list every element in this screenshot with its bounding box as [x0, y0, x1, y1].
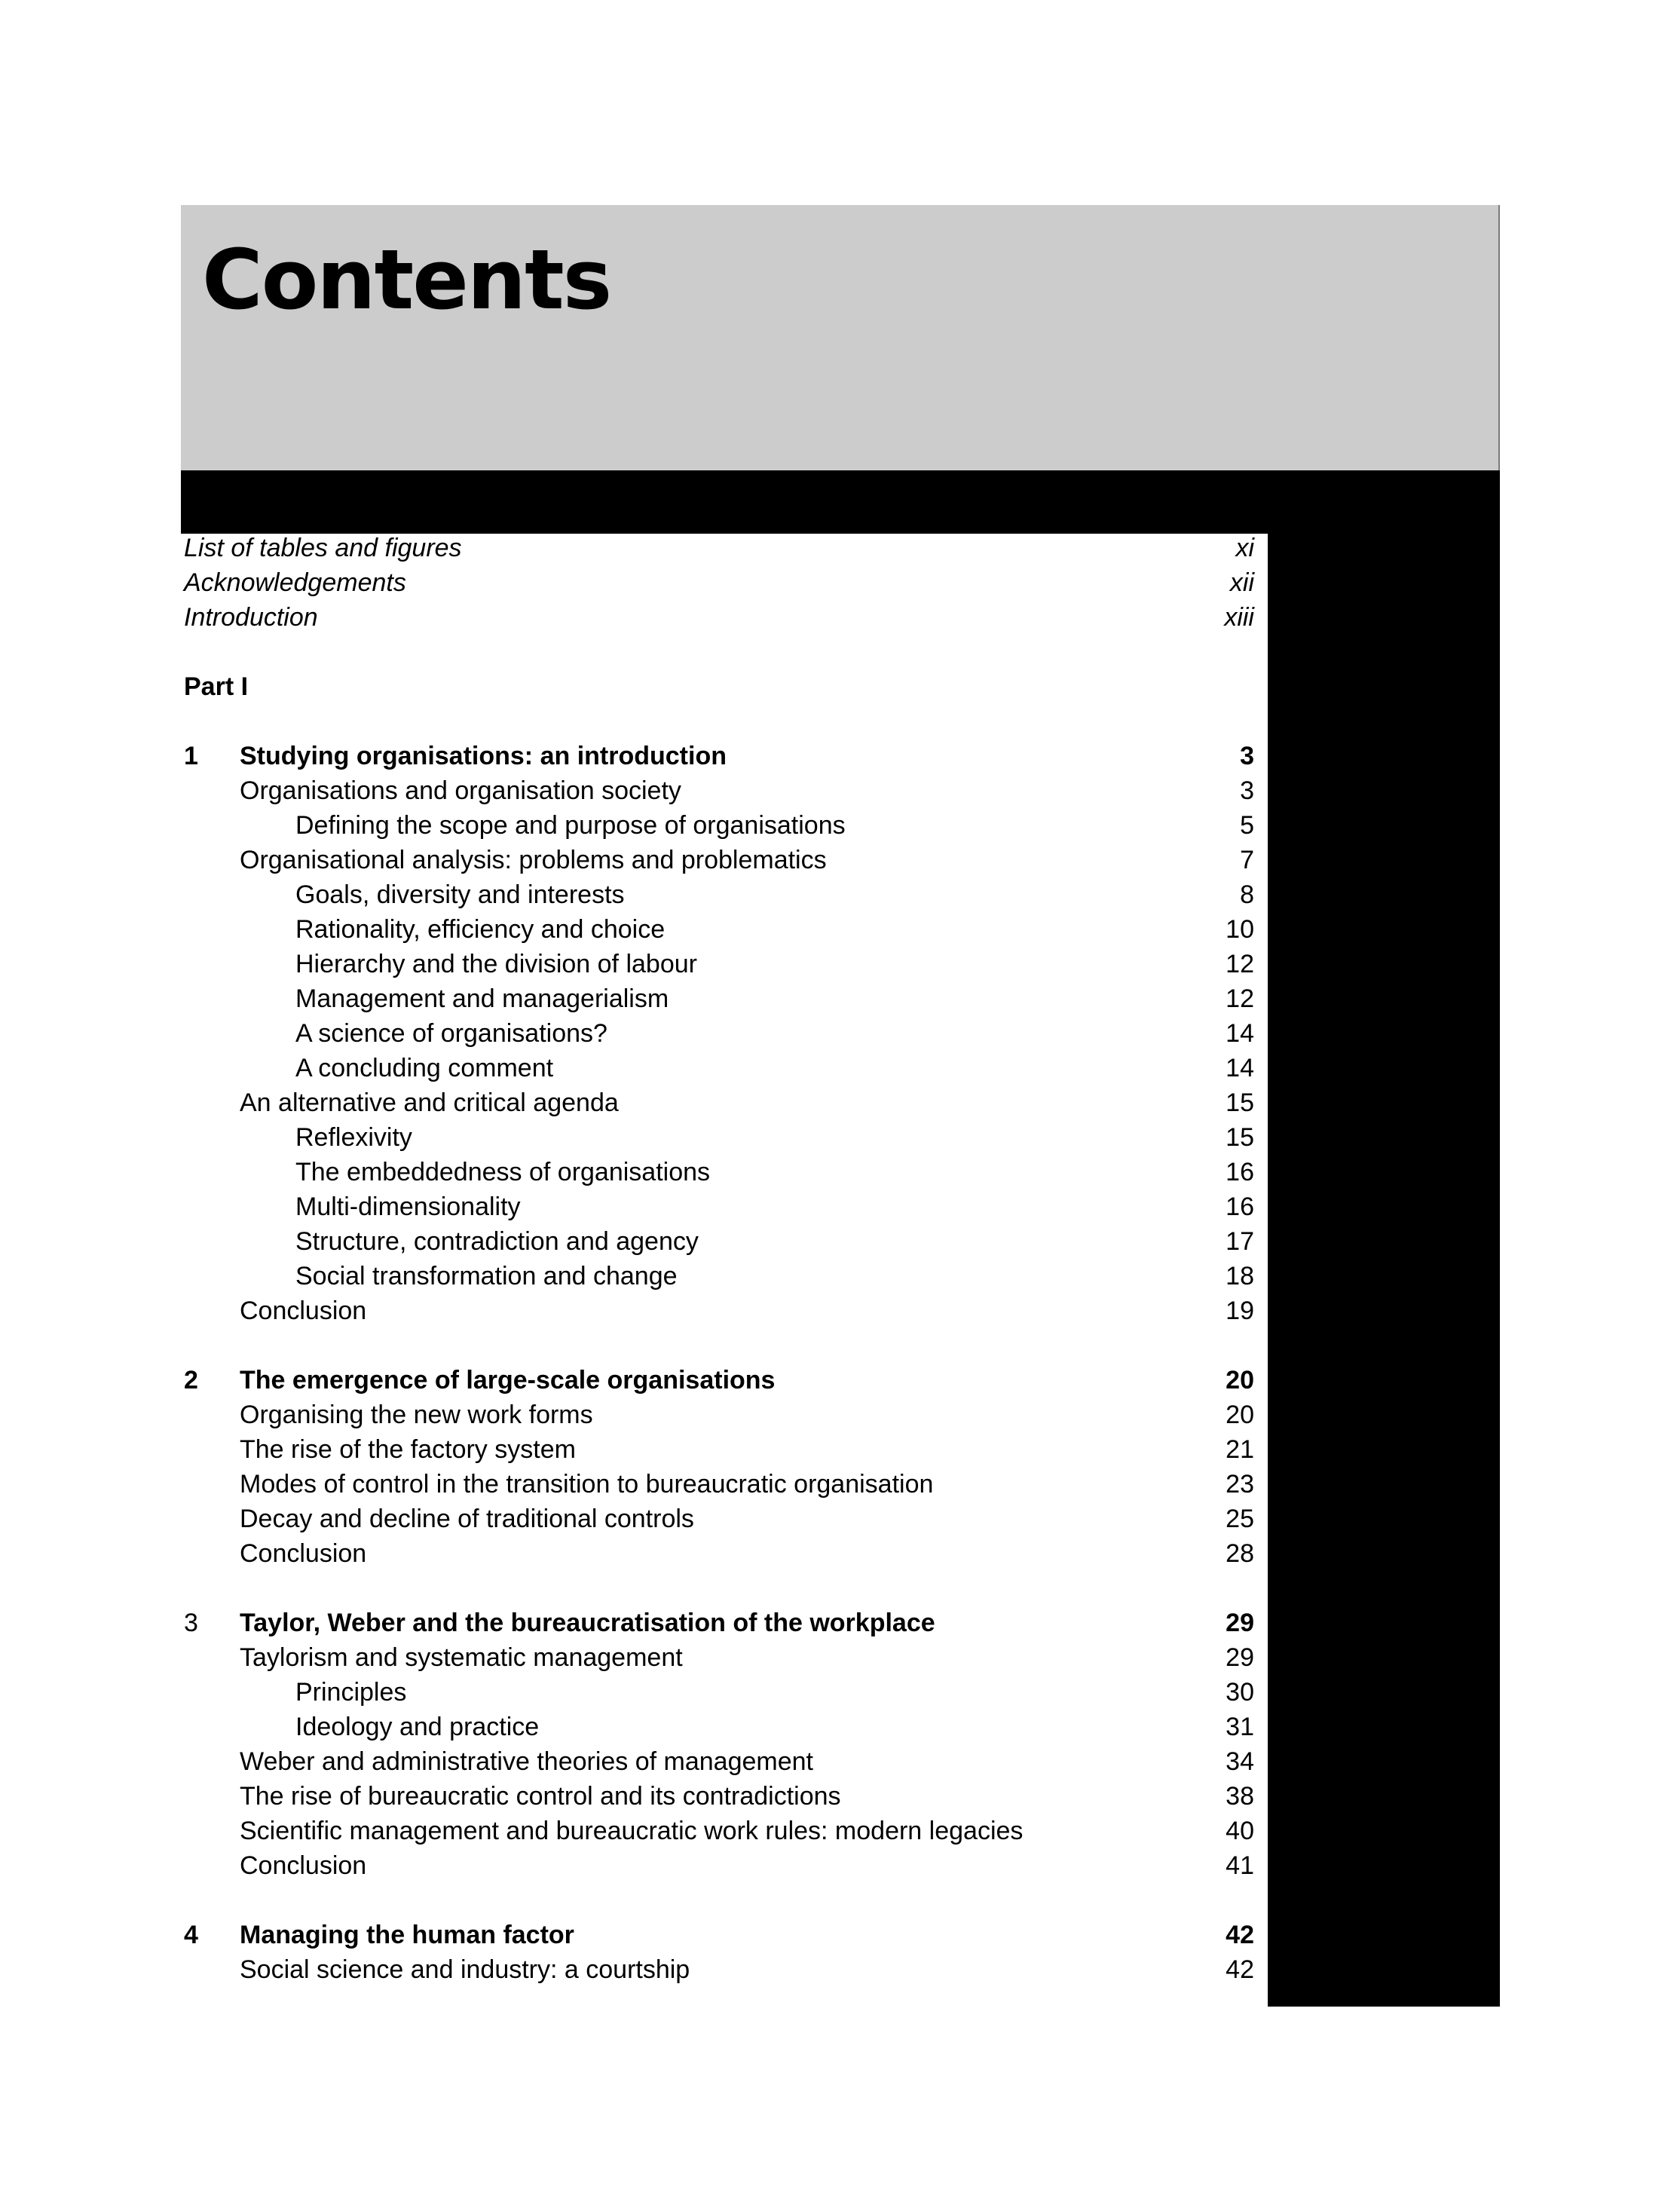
toc-subsection[interactable] — [184, 1120, 1254, 1155]
toc-subsection[interactable] — [184, 1016, 1254, 1051]
section-page: 15 — [1226, 1088, 1254, 1117]
section-title: Modes of control in the transition to bureaucratic organisation — [240, 1470, 934, 1499]
subsection-page: 12 — [1226, 984, 1254, 1013]
subsection-title: Ideology and practice — [295, 1713, 540, 1741]
section-title: The rise of bureaucratic control and its contradictions — [240, 1782, 841, 1811]
toc-subsection[interactable] — [184, 877, 1254, 912]
chapter-title: Taylor, Weber and the bureaucratisation of the workplace — [240, 1609, 935, 1637]
chapter-page: 42 — [1226, 1921, 1254, 1949]
toc-chapter-2[interactable] — [184, 1363, 1254, 1398]
toc-section[interactable] — [184, 1432, 1254, 1467]
section-page: 42 — [1226, 1955, 1254, 1984]
toc-section[interactable] — [184, 1294, 1254, 1328]
part-heading — [184, 669, 1254, 704]
subsection-page: 5 — [1240, 811, 1254, 840]
chapter-page: 20 — [1226, 1366, 1254, 1395]
subsection-title: Management and managerialism — [295, 984, 669, 1013]
entry-page: xii — [1229, 568, 1254, 597]
toc-section[interactable] — [184, 843, 1254, 877]
part-label: Part I — [184, 672, 249, 701]
section-title: Social science and industry: a courtship — [240, 1955, 690, 1984]
subsection-title: Hierarchy and the division of labour — [295, 950, 697, 978]
section-page: 40 — [1226, 1817, 1254, 1845]
section-title: Organising the new work forms — [240, 1401, 593, 1429]
section-title: Taylorism and systematic management — [240, 1643, 683, 1672]
toc-subsection[interactable] — [184, 1051, 1254, 1085]
subsection-title: A science of organisations? — [295, 1019, 607, 1048]
chapter-number: 1 — [184, 742, 198, 770]
section-title: The rise of the factory system — [240, 1435, 576, 1464]
entry-title: Acknowledgements — [184, 568, 406, 597]
toc-chapter-1[interactable] — [184, 739, 1254, 773]
section-title: Weber and administrative theories of management — [240, 1747, 813, 1776]
section-page: 7 — [1240, 846, 1254, 874]
section-page: 28 — [1226, 1539, 1254, 1568]
chapter-title: The emergence of large-scale organisations — [240, 1366, 776, 1395]
toc-entry-front-matter[interactable] — [184, 565, 1254, 600]
section-title: Conclusion — [240, 1297, 367, 1325]
section-page: 25 — [1226, 1505, 1254, 1533]
page-title: Contents — [202, 231, 611, 328]
toc-subsection[interactable] — [184, 1259, 1254, 1294]
toc-subsection[interactable] — [184, 1189, 1254, 1224]
entry-page: xi — [1235, 534, 1254, 562]
toc-subsection[interactable] — [184, 808, 1254, 843]
section-title: Organisational analysis: problems and problematics — [240, 846, 827, 874]
section-title: Conclusion — [240, 1851, 367, 1880]
section-title: An alternative and critical agenda — [240, 1088, 619, 1117]
entry-page: xiii — [1224, 603, 1254, 632]
toc-subsection[interactable] — [184, 1710, 1254, 1744]
toc-entry-front-matter[interactable] — [184, 531, 1254, 565]
subsection-title: Defining the scope and purpose of organisations — [295, 811, 846, 840]
section-page: 21 — [1226, 1435, 1254, 1464]
subsection-page: 16 — [1226, 1158, 1254, 1186]
chapter-page: 3 — [1240, 742, 1254, 770]
subsection-title: Goals, diversity and interests — [295, 880, 625, 909]
toc-subsection[interactable] — [184, 912, 1254, 947]
subsection-page: 14 — [1226, 1054, 1254, 1082]
subsection-page: 10 — [1226, 915, 1254, 944]
subsection-page: 30 — [1226, 1678, 1254, 1707]
section-title: Conclusion — [240, 1539, 367, 1568]
subsection-title: Structure, contradiction and agency — [295, 1227, 699, 1256]
chapter-number: 2 — [184, 1366, 198, 1395]
toc-section[interactable] — [184, 1502, 1254, 1536]
chapter-title: Managing the human factor — [240, 1921, 574, 1949]
subsection-page: 8 — [1240, 880, 1254, 909]
section-title: Scientific management and bureaucratic work rules: modern legacies — [240, 1817, 1024, 1845]
subsection-title: Reflexivity — [295, 1123, 412, 1152]
subsection-page: 12 — [1226, 950, 1254, 978]
section-page: 34 — [1226, 1747, 1254, 1776]
toc-section[interactable] — [184, 1952, 1254, 1987]
subsection-title: The embeddedness of organisations — [295, 1158, 711, 1186]
subsection-title: Rationality, efficiency and choice — [295, 915, 666, 944]
subsection-page: 14 — [1226, 1019, 1254, 1048]
section-page: 3 — [1240, 776, 1254, 805]
section-page: 20 — [1226, 1401, 1254, 1429]
subsection-page: 17 — [1226, 1227, 1254, 1256]
toc-section[interactable] — [184, 1814, 1254, 1848]
toc-section[interactable] — [184, 1848, 1254, 1883]
subsection-page: 18 — [1226, 1262, 1254, 1290]
toc-subsection[interactable] — [184, 947, 1254, 981]
entry-title: Introduction — [184, 603, 318, 632]
subsection-page: 31 — [1226, 1713, 1254, 1741]
toc-subsection[interactable] — [184, 1155, 1254, 1189]
section-page: 19 — [1226, 1297, 1254, 1325]
section-page: 29 — [1226, 1643, 1254, 1672]
chapter-page: 29 — [1226, 1609, 1254, 1637]
toc-section[interactable] — [184, 1640, 1254, 1675]
section-page: 38 — [1226, 1782, 1254, 1811]
toc-section[interactable] — [184, 1467, 1254, 1502]
toc-section[interactable] — [184, 773, 1254, 808]
toc-section[interactable] — [184, 1744, 1254, 1779]
subsection-title: Principles — [295, 1678, 407, 1707]
section-title: Organisations and organisation society — [240, 776, 681, 805]
toc-subsection[interactable] — [184, 981, 1254, 1016]
chapter-number: 3 — [184, 1609, 198, 1637]
table-of-contents — [184, 531, 1254, 1987]
subsection-title: A concluding comment — [295, 1054, 554, 1082]
section-page: 41 — [1226, 1851, 1254, 1880]
section-title: Decay and decline of traditional controls — [240, 1505, 694, 1533]
subsection-page: 16 — [1226, 1192, 1254, 1221]
chapter-title: Studying organisations: an introduction — [240, 742, 727, 770]
toc-section[interactable] — [184, 1536, 1254, 1571]
chapter-number: 4 — [184, 1921, 198, 1949]
black-column-decoration — [1268, 470, 1500, 2007]
section-page: 23 — [1226, 1470, 1254, 1499]
toc-section[interactable] — [184, 1398, 1254, 1432]
entry-title: List of tables and figures — [184, 534, 462, 562]
toc-subsection[interactable] — [184, 1224, 1254, 1259]
toc-chapter-4[interactable] — [184, 1918, 1254, 1952]
toc-entry-front-matter[interactable] — [184, 600, 1254, 635]
subsection-title: Multi-dimensionality — [295, 1192, 521, 1221]
subsection-title: Social transformation and change — [295, 1262, 678, 1290]
toc-section[interactable] — [184, 1779, 1254, 1814]
subsection-page: 15 — [1226, 1123, 1254, 1152]
toc-chapter-3[interactable] — [184, 1606, 1254, 1640]
toc-subsection[interactable] — [184, 1675, 1254, 1710]
toc-section[interactable] — [184, 1085, 1254, 1120]
